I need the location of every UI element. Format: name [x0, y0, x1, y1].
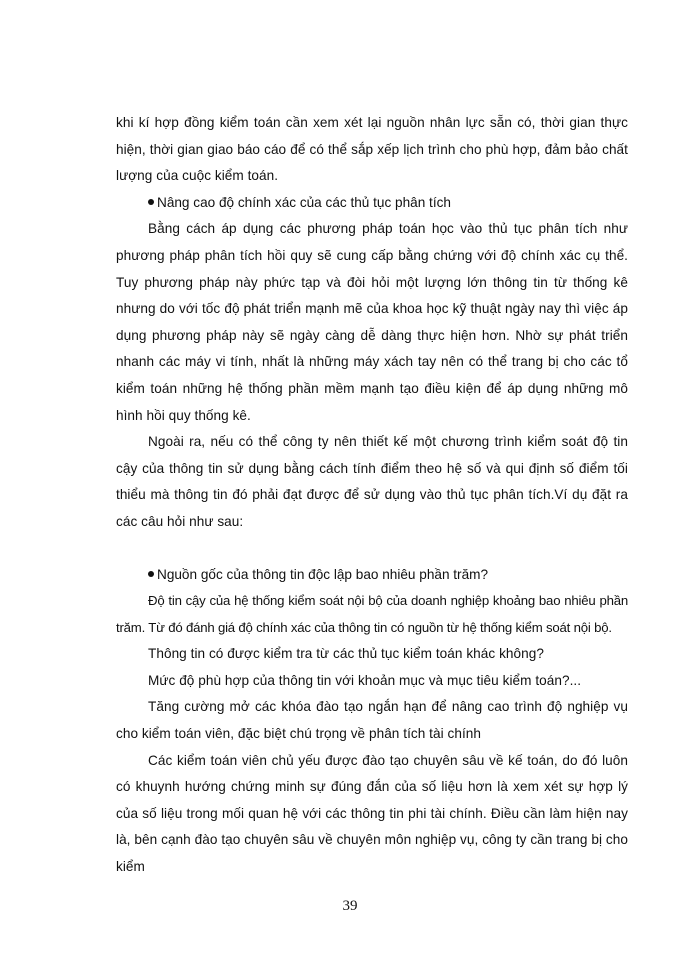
question-other-procedures: Thông tin có được kiểm tra từ các thủ tục kiểm toán khác không?: [148, 646, 544, 662]
paragraph-internal-control: Độ tin cậy của hệ thống kiểm soát nội bộ của doanh nghiệp khoảng bao nhiêu phần trăm. Từ đó đánh giá độ chính xác của thông tin có nguồn từ hệ thống kiểm soát nội bộ.: [116, 593, 628, 635]
paragraph-continuation: khi kí hợp đồng kiểm toán cần xem xét lại nguồn nhân lực sẵn có, thời gian thực hiện, thời gian giao báo cáo để có thể sắp xếp lịch trình cho phù hợp, đảm bảo chất lượng của cuộc kiểm toán.: [116, 115, 628, 184]
question-relevance: Mức độ phù hợp của thông tin với khoản mục và mục tiêu kiểm toán?...: [148, 672, 582, 688]
bullet-icon: [148, 571, 154, 577]
page-body: [116, 110, 628, 881]
bullet-icon: [148, 199, 154, 205]
paragraph-reliability-program: Ngoài ra, nếu có thể công ty nên thiết kế một chương trình kiểm soát độ tin cậy của thông tin sử dụng bằng cách tính điểm theo hệ số và qui định số điểm tối thiểu mà thông tin đó phải đạt được để sử dụng vào thủ tục phân tích.Ví dụ đặt ra các câu hỏi như sau:: [116, 434, 628, 529]
blank-line: [116, 536, 628, 562]
bullet-item-information-source: [116, 562, 628, 589]
bullet-text: Nâng cao độ chính xác của các thủ tục phân tích: [157, 194, 451, 210]
page-number: 39: [342, 898, 358, 914]
paragraph-training: Tăng cường mở các khóa đào tạo ngắn hạn để nâng cao trình độ nghiệp vụ cho kiểm toán viên, đặc biệt chú trọng về phân tích tài chính: [116, 699, 628, 742]
bullet-text: Nguồn gốc của thông tin độc lập bao nhiêu phần trăm?: [157, 566, 489, 582]
bullet-item-analysis-accuracy: [116, 190, 628, 217]
paragraph-regression-methods: Bằng cách áp dụng các phương pháp toán học vào thủ tục phân tích như phương pháp phân tích hồi quy sẽ cung cấp bằng chứng với độ chính xác cụ thể. Tuy phương pháp này phức tạp và đòi hỏi một lượng lớn thông tin từ thống kê nhưng do với tốc độ phát triển mạnh mẽ của khoa học kỹ thuật ngày nay thì việc áp dụng phương pháp này sẽ ngày càng dễ dàng thực hiện hơn. Nhờ sự phát triển nhanh các máy vi tính, nhất là những máy xách tay nên có thể trang bị cho các tổ kiểm toán những hệ thống phần mềm mạnh tạo điều kiện để áp dụng những mô hình hồi quy thống kê.: [116, 221, 628, 423]
paragraph-auditors-focus: Các kiểm toán viên chủ yếu được đào tạo chuyên sâu về kế toán, do đó luôn có khuynh hướng chứng minh sự đúng đắn của số liệu hơn là xem xét sự hợp lý của số liệu trong mối quan hệ với các thông tin phi tài chính. Điều cần làm hiện nay là, bên cạnh đào tạo chuyên sâu về chuyên môn nghiệp vụ, công ty cần trang bị cho kiểm: [116, 752, 628, 875]
